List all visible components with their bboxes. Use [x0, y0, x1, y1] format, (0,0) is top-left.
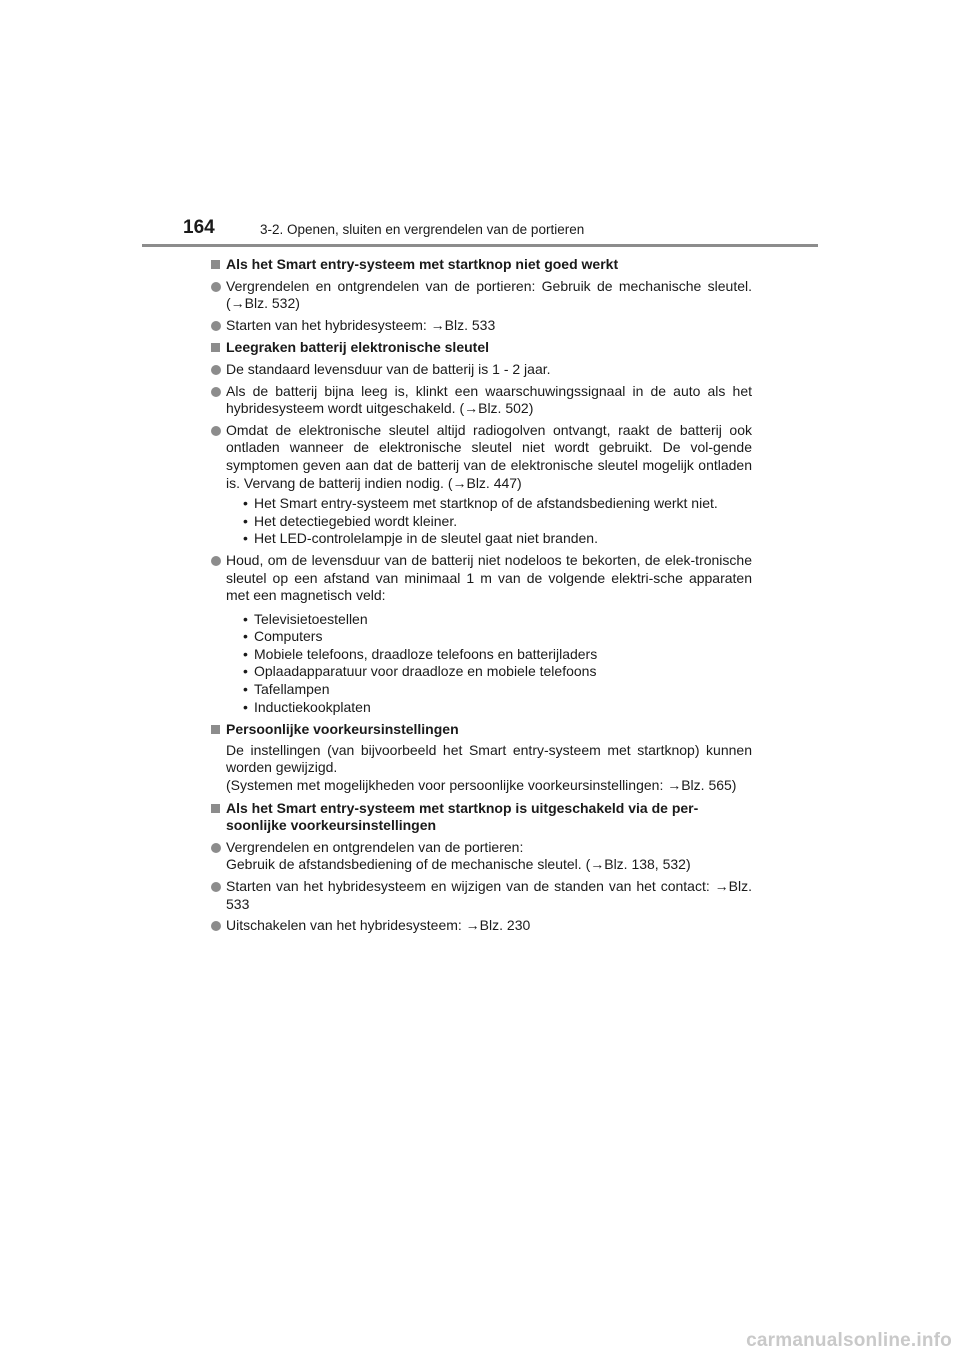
circle-bullet-icon [211, 282, 221, 292]
circle-bullet-icon [211, 387, 221, 397]
sub-item: • Computers [243, 628, 323, 645]
circle-bullet-icon [211, 843, 221, 853]
section-heading: Persoonlijke voorkeursinstellingen [211, 721, 752, 739]
square-bullet-icon [211, 343, 220, 352]
section-heading: Als het Smart entry-systeem met startknop is uitgeschakeld via de per-soonlijke voorkeursinstellingen [211, 800, 752, 835]
watermark: carmanualsonline.info [746, 1330, 952, 1351]
header-rule [142, 244, 818, 247]
page-content [211, 256, 752, 935]
sub-item: • Het detectiegebied wordt kleiner. [243, 512, 458, 529]
sub-item: • Oplaadapparatuur voor draadloze en mobiele telefoons [243, 663, 597, 680]
sub-item: • Tafellampen [243, 681, 330, 698]
sub-item: • Het Smart entry-systeem met startknop of de afstandsbediening werkt niet. [243, 495, 718, 512]
sub-list [226, 495, 752, 548]
circle-bullet-icon [211, 321, 221, 331]
sub-list [226, 611, 752, 717]
list-item: Uitschakelen van het hybridesysteem: →Blz. 230 [211, 917, 752, 935]
list-item: Als de batterij bijna leeg is, klinkt een waarschuwingssignaal in de auto als het hybridesysteem wordt uitgeschakeld. (→Blz. 502) [211, 383, 752, 418]
circle-bullet-icon [211, 921, 221, 931]
section-heading: Als het Smart entry-systeem met startknop niet goed werkt [211, 256, 752, 274]
square-bullet-icon [211, 804, 220, 813]
list-item: Vergrendelen en ontgrendelen van de portieren: Gebruik de afstandsbediening of de mechanische sleutel. (→Blz. 138, 532) [211, 839, 752, 874]
square-bullet-icon [211, 725, 220, 734]
chapter-title: 3-2. Openen, sluiten en vergrendelen van de portieren [260, 222, 585, 237]
paragraph: De instellingen (van bijvoorbeeld het Smart entry-systeem met startknop) kunnen worden gewijzigd. (Systemen met mogelijkheden voor persoonlijke voorkeursinstellingen: →Blz. 565) [226, 741, 752, 794]
page-number: 164 [183, 217, 215, 238]
page-header [183, 216, 819, 246]
circle-bullet-icon [211, 882, 221, 892]
sub-item: • Inductiekookplaten [243, 698, 371, 715]
list-item: Houd, om de levensduur van de batterij niet nodeloos te bekorten, de elek-tronische sleutel op een afstand van minimaal 1 m van de volgende elektri-sche apparaten met een magnetisch veld: • Televisietoestellen • Computers • Mobiele telefoons, draadloze telefoons en batterijladers • Oplaadapparatuur voor draadloze en mobiele telefoons • Tafellampen • Inductiekookplaten [211, 552, 752, 716]
square-bullet-icon [211, 260, 220, 269]
circle-bullet-icon [211, 556, 221, 566]
circle-bullet-icon [211, 365, 221, 375]
sub-item: • Mobiele telefoons, draadloze telefoons en batterijladers [243, 645, 598, 662]
list-item: Omdat de elektronische sleutel altijd radiogolven ontvangt, raakt de batterij ook ontladen wanneer de elektronische sleutel niet wordt gebruikt. De vol-gende symptomen geven aan dat de batterij van de elektronische sleutel mogelijk ontladen is. Vervang de batterij indien nodig. (→Blz. 447) • Het Smart entry-systeem met startknop of de afstandsbediening werkt niet. • Het detectiegebied wordt kleiner. • Het LED-controlelampje in de sleutel gaat niet branden. [211, 422, 752, 548]
list-item: De standaard levensduur van de batterij is 1 - 2 jaar. [211, 361, 752, 379]
list-item: Vergrendelen en ontgrendelen van de portieren: Gebruik de mechanische sleutel. (→Blz. 532) [211, 278, 752, 313]
list-item: Starten van het hybridesysteem en wijzigen van de standen van het contact: →Blz. 533 [211, 878, 752, 913]
list-item: Starten van het hybridesysteem: →Blz. 533 [211, 317, 752, 335]
sub-item: • Televisietoestellen [243, 610, 368, 627]
section-heading: Leegraken batterij elektronische sleutel [211, 339, 752, 357]
circle-bullet-icon [211, 426, 221, 436]
sub-item: • Het LED-controlelampje in de sleutel gaat niet branden. [243, 530, 598, 547]
